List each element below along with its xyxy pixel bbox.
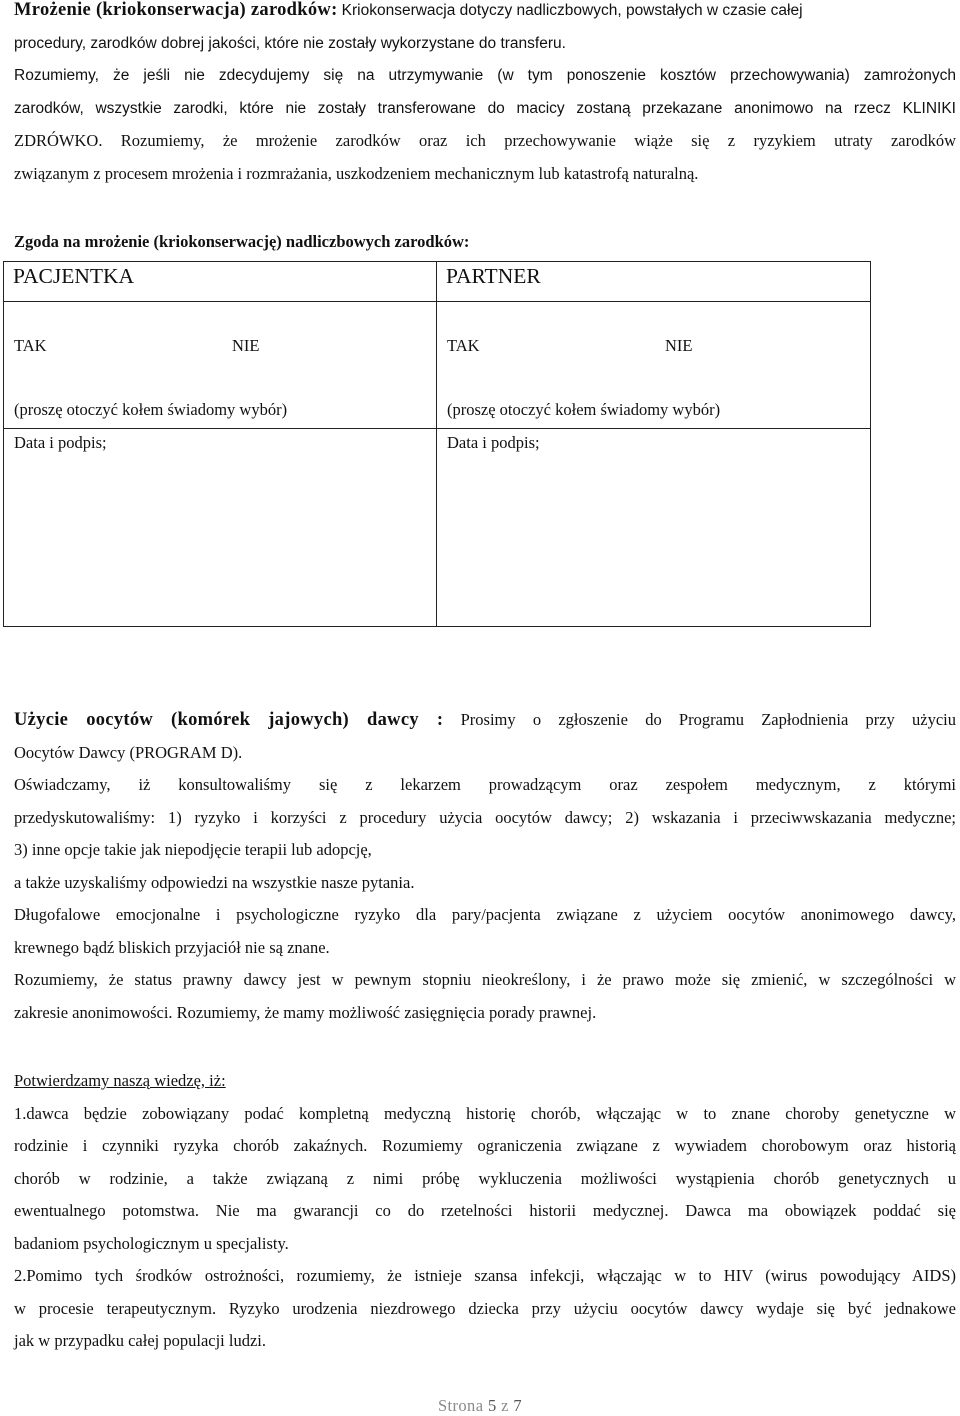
oocyte-line-9: Rozumiemy, że status prawny dawcy jest w pewnym stopniu nieokreślony, i że prawo może się zmienić, w szczególności w: [14, 970, 956, 989]
freezing-intro: Kriokonserwacja dotyczy nadliczbowych, powstałych w czasie całej: [341, 2, 803, 19]
patient-instruction: (proszę otoczyć kołem świadomy wybór): [14, 400, 288, 419]
oocyte-line-3: Oświadczamy, iż konsultowaliśmy się z lekarzem prowadzącym oraz zespołem medycznym, z którymi: [14, 775, 956, 794]
knowledge-item-1-line-4: ewentualnego potomstwa. Nie ma gwarancji co do rzetelności historii medycznej. Dawca ma obowiązek poddać się: [14, 1201, 956, 1220]
freezing-line-3: Rozumiemy, że jeśli nie zdecydujemy się na utrzymywanie (w tym ponoszenie kosztów przechowywania) zamrożonych: [14, 67, 956, 84]
knowledge-item-2-line-1: 2.Pomimo tych środków ostrożności, rozumiemy, że istnieje szansa infekcji, włączając w to HIV (wirus powodujący AIDS): [14, 1266, 956, 1285]
freezing-section: [14, 0, 956, 190]
knowledge-item-2-line-2: w procesie terapeutycznym. Ryzyko urodzenia niezdrowego dziecka przy użyciu oocytów dawcy wydaje się być jednakowe: [14, 1298, 956, 1318]
freezing-heading: Mrożenie (kriokonserwacja) zarodków:: [14, 0, 338, 20]
oocyte-section: [14, 704, 956, 1029]
freezing-line-1: [14, 0, 956, 28]
partner-no-option[interactable]: NIE: [665, 336, 693, 355]
oocyte-line-1: [14, 704, 956, 737]
current-page-number: 5: [487, 1396, 497, 1415]
consent-table: [3, 261, 871, 627]
patient-yes-option[interactable]: TAK: [14, 336, 47, 355]
knowledge-item-1-line-2: rodzinie i czynniki ryzyka chorób zakaźnych. Rozumiemy ograniczenia związane z wywiadem chorobowym oraz historią: [14, 1136, 956, 1155]
freezing-line-2: procedury, zarodków dobrej jakości, które nie zostały wykorzystane do transferu.: [14, 34, 566, 52]
patient-header: PACJENTKA: [13, 264, 135, 288]
instruction-row-divider: [4, 428, 870, 429]
oocyte-line-7: Długofalowe emocjonalne i psychologiczne ryzyko dla pary/pacjenta związane z użyciem oocytów anonimowego dawcy,: [14, 905, 956, 924]
freezing-line-6: związanym z procesem mrożenia i rozmrażania, uszkodzeniem mechanicznym lub katastrofą naturalną.: [14, 163, 699, 183]
page-separator: z: [501, 1396, 509, 1415]
oocyte-line-2: Oocytów Dawcy (PROGRAM D).: [14, 742, 243, 762]
total-pages-number: 7: [513, 1396, 523, 1415]
knowledge-section: [14, 1065, 956, 1358]
freezing-line-5: ZDRÓWKO. Rozumiemy, że mrożenie zarodków oraz ich przechowywanie wiąże się z ryzykiem utraty zarodków: [14, 131, 956, 150]
partner-header: PARTNER: [446, 264, 541, 288]
partner-signature-field[interactable]: [440, 460, 868, 624]
freezing-line-4: zarodków, wszystkie zarodki, które nie zostały transferowane do macicy zostaną przekazane anonimowo na rzecz KLINIKI: [14, 99, 956, 117]
consent-title-block: [14, 226, 956, 259]
oocyte-line-5: 3) inne opcje takie jak niepodjęcie terapii lub adopcję,: [14, 840, 372, 859]
knowledge-heading: Potwierdzamy naszą wiedzę, iż:: [14, 1071, 226, 1090]
page-footer: [0, 1396, 960, 1416]
oocyte-line-10: zakresie anonimowości. Rozumiemy, że mamy możliwość zasięgnięcia porady prawnej.: [14, 1002, 597, 1022]
knowledge-item-1-line-3: chorób w rodzinie, a także związaną z nimi próbę wykluczenia możliwości wystąpienia chorób genetycznych u: [14, 1168, 956, 1188]
partner-yes-option[interactable]: TAK: [447, 336, 480, 355]
oocyte-heading: Użycie oocytów (komórek jajowych) dawcy :: [14, 710, 444, 730]
oocyte-line-4: przedyskutowaliśmy: 1) ryzyko i korzyści z procedury użycia oocytów dawcy; 2) wskazania i przeciwwskazania medyczne;: [14, 807, 956, 827]
consent-title: Zgoda na mrożenie (kriokonserwację) nadliczbowych zarodków:: [14, 232, 470, 251]
patient-signature-field[interactable]: [6, 460, 432, 624]
patient-signature-label: Data i podpis;: [14, 433, 107, 452]
header-row-divider: [4, 301, 870, 302]
knowledge-item-2-line-3: jak w przypadku całej populacji ludzi.: [14, 1331, 266, 1350]
partner-signature-label: Data i podpis;: [447, 433, 540, 452]
knowledge-item-1-line-1: 1.dawca będzie zobowiązany podać kompletną medyczną historię chorób, włączając w to znane choroby genetyczne w: [14, 1103, 956, 1123]
oocyte-line-8: krewnego bądź bliskich przyjaciół nie są znane.: [14, 937, 330, 957]
patient-no-option[interactable]: NIE: [232, 336, 260, 355]
partner-instruction: (proszę otoczyć kołem świadomy wybór): [447, 400, 721, 419]
oocyte-line-6: a także uzyskaliśmy odpowiedzi na wszystkie nasze pytania.: [14, 872, 415, 892]
knowledge-item-1-line-5: badaniom psychologicznym u specjalisty.: [14, 1233, 289, 1253]
page-label: Strona: [437, 1396, 484, 1415]
column-divider: [436, 262, 437, 626]
oocyte-intro: Prosimy o zgłoszenie do Programu Zapłodnienia przy użyciu: [460, 710, 957, 729]
